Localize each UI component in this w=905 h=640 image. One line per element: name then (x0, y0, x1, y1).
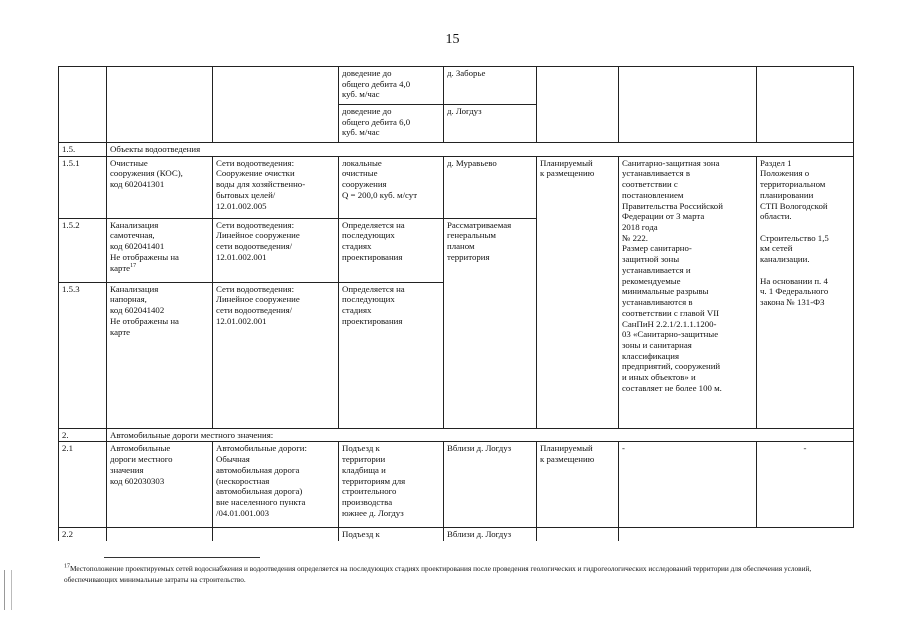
text-line: Не отображены на (110, 315, 179, 326)
table-row (59, 156, 854, 218)
text-line: Сооружение очистки (216, 168, 295, 179)
text-line: Линейное сооружение (216, 230, 300, 241)
text-line: 2018 года (622, 222, 658, 233)
text-line: Правительства Российской (622, 200, 723, 211)
text-line: сети водоотведения/ (216, 305, 293, 316)
text-line: локальные (342, 157, 382, 168)
text-line: куб. м/час (342, 89, 380, 100)
text-line: Сети водоотведения: (216, 157, 295, 168)
text-line: напорная, (110, 294, 147, 305)
text-line: области. (760, 211, 792, 222)
text-line: южнее д. Логдуз (342, 507, 404, 518)
text-line: Автомобильные дороги: (216, 443, 307, 454)
text-line: стадиях (342, 305, 372, 316)
text-line: последующих (342, 230, 395, 241)
text-line: канализации. (760, 254, 810, 265)
text-line: рекомендуемые (622, 275, 681, 286)
text-line: Строительство 1,5 (760, 232, 829, 243)
text-line: Рассматриваемая (447, 219, 512, 230)
cell-status (537, 67, 619, 143)
table-row (59, 528, 854, 541)
section-row (59, 428, 854, 442)
cell-characteristics (339, 105, 444, 143)
text-line: защитной зоны (622, 254, 680, 265)
text-line: Федерации от 3 марта (622, 211, 705, 222)
cell-location (444, 156, 537, 218)
text-line: самотечная, (110, 230, 155, 241)
cell-name (107, 156, 213, 218)
text-line: планировании (760, 189, 814, 200)
text-line: Санитарно-защитная зона (622, 157, 720, 168)
text-line: доведение до (342, 68, 392, 78)
text-line: зоны и санитарная (622, 339, 692, 350)
text-line: Подъезд к (342, 443, 380, 454)
cell-zone (619, 442, 757, 528)
cell-name (107, 282, 213, 428)
section-num-text: 2. (62, 429, 69, 440)
text-line: код 602041401 (110, 241, 165, 252)
cell-purpose (213, 218, 339, 282)
text-line: Q = 200,0 куб. м/сут (342, 189, 418, 200)
text-line: классификация (622, 350, 679, 361)
text-line: доведение до (342, 106, 392, 116)
text-line: генеральным (447, 230, 496, 241)
text-line: дороги местного (110, 454, 173, 465)
page-number: 15 (445, 32, 460, 47)
text-line: км сетей (760, 243, 793, 254)
cell-status (537, 528, 619, 541)
text-line: Определяется на (342, 219, 405, 230)
text-line: проектирования (342, 251, 403, 262)
row-num: 1.5.2 (62, 219, 80, 230)
text-line: Очистные (110, 157, 148, 168)
text-line: д. Заборье (447, 68, 486, 78)
cell-basis (757, 156, 854, 428)
section-num (59, 428, 107, 442)
cell-purpose (213, 282, 339, 428)
text-line: соответствии с главой VII (622, 307, 720, 318)
text-line: устанавливается и (622, 264, 691, 275)
cell-characteristics (339, 442, 444, 528)
cell-characteristics (339, 282, 444, 428)
text-line: д. Муравьево (447, 157, 497, 168)
row-num: 1.5.3 (62, 283, 80, 294)
text-line: № 222. (622, 232, 648, 243)
text-line: (нескоростная (216, 475, 270, 486)
text-line: и иных объектов» и (622, 372, 696, 383)
text-line: Канализация (110, 219, 159, 230)
cell-name (107, 218, 213, 282)
table-row (59, 67, 854, 105)
text-line: На основании п. 4 (760, 275, 828, 286)
cell-location (444, 105, 537, 143)
text-line: устанавливаются в (622, 297, 693, 308)
text-line: /04.01.001.003 (216, 507, 270, 518)
section-title (107, 428, 854, 442)
text-line (760, 265, 850, 276)
row-num: 2.1 (62, 443, 73, 454)
text-line: Подъезд к (342, 529, 380, 540)
text-line: последующих (342, 294, 395, 305)
text-line: Вблизи д. Логдуз (447, 529, 512, 540)
cell-purpose (213, 156, 339, 218)
text-line (760, 222, 850, 233)
cell-status (537, 156, 619, 428)
text-line: карте (110, 326, 131, 337)
section-num-text: 1.5. (62, 144, 76, 154)
text-line: Канализация (110, 283, 159, 294)
text-line: автомобильная дорога (216, 464, 300, 475)
table-row (59, 442, 854, 528)
text-line: кладбища и (342, 464, 386, 475)
cell-characteristics (339, 67, 444, 105)
text-line: 12.01.002.005 (216, 200, 267, 211)
cell-zone (619, 67, 757, 143)
cell-num (59, 156, 107, 218)
cell-num (59, 218, 107, 282)
cell-num (59, 282, 107, 428)
text-line: к размещению (540, 454, 595, 465)
footnote (64, 564, 854, 585)
cell-basis (757, 442, 854, 528)
text-line: Сети водоотведения: (216, 283, 295, 294)
text-line: устанавливается в (622, 168, 691, 179)
text-line: строительного (342, 486, 397, 497)
text-line: производства (342, 497, 393, 508)
text-line: Автомобильные (110, 443, 171, 454)
cell-location (444, 218, 537, 428)
text-line: постановлением (622, 189, 684, 200)
text-line: куб. м/час (342, 127, 380, 138)
cell-purpose (213, 442, 339, 528)
row-num: 2.2 (62, 529, 73, 540)
text-line: - (622, 443, 625, 454)
cell-basis (757, 528, 854, 541)
text-line: д. Логдуз (447, 106, 482, 116)
text-line: значения (110, 464, 144, 475)
footnote-separator (104, 557, 260, 558)
section-title (107, 143, 854, 157)
text-line: Планируемый (540, 157, 593, 168)
text-line: территории (342, 454, 386, 465)
text-line: территориальном (760, 179, 826, 190)
section-title-text: Автомобильные дороги местного значения: (110, 429, 274, 440)
cell-num (59, 528, 107, 541)
text-line: код 602030303 (110, 475, 165, 486)
text-line: - (803, 443, 807, 454)
text-line: предприятий, сооружений (622, 361, 721, 372)
text-line: код 602041301 (110, 179, 165, 190)
footnote-number: 17 (64, 563, 70, 570)
text-line: соответствии с (622, 179, 678, 190)
text-line: Линейное сооружение (216, 294, 300, 305)
text-line: сети водоотведения/ (216, 241, 293, 252)
row-num: 1.5.1 (62, 157, 80, 168)
text-line: сооружения (КОС), (110, 168, 183, 179)
text-line: сооружения (342, 179, 387, 190)
cell-characteristics (339, 156, 444, 218)
text-line: Сети водоотведения: (216, 219, 295, 230)
cell-purpose (213, 528, 339, 541)
cell-location (444, 528, 537, 541)
cell-zone (619, 156, 757, 428)
cell-location (444, 67, 537, 105)
text-line: вне населенного пункта (216, 497, 306, 508)
cell-zone (619, 528, 757, 541)
text-line: Не отображены на (110, 251, 179, 262)
text-line: территория (447, 251, 490, 262)
cell-status (537, 442, 619, 528)
binding-mark (4, 570, 12, 610)
text-line: бытовых целей/ (216, 189, 276, 200)
cell-characteristics (339, 528, 444, 541)
text-line: воды для хозяйственно- (216, 179, 306, 190)
text-line: минимальные разрывы (622, 286, 709, 297)
section-row (59, 143, 854, 157)
section-num (59, 143, 107, 157)
text-line: автомобильная дорога) (216, 486, 303, 497)
text-line: СанПиН 2.2.1/2.1.1.1200- (622, 318, 717, 329)
text-line: код 602041402 (110, 305, 165, 316)
text-line: ч. 1 Федерального (760, 286, 829, 297)
text-line: очистные (342, 168, 378, 179)
cell-num (59, 442, 107, 528)
cell-purpose (213, 67, 339, 143)
text-line: планом (447, 241, 475, 252)
text-line (110, 263, 209, 274)
text-line: Размер санитарно- (622, 243, 692, 254)
text-line: Обычная (216, 454, 250, 465)
text-line: 12.01.002.001 (216, 315, 267, 326)
footnote-ref: 17 (130, 262, 137, 269)
text-line: 03 «Санитарно-защитные (622, 329, 719, 340)
text-line: Планируемый (540, 443, 593, 454)
text-fragment: карте (110, 262, 131, 273)
cell-name (107, 528, 213, 541)
text-line: закона № 131-ФЗ (760, 297, 825, 308)
footnote-text: Местоположение проектируемых сетей водоснабжения и водоотведения определяется на последующих стадиях проектирования после проведения геологических и гидрогеологических исследований территории для обеспечения условий, обеспечивающих минимальные затраты на строительство. (64, 564, 812, 584)
cell-location (444, 442, 537, 528)
text-line: Положения о (760, 168, 810, 179)
text-line: общего дебита 6,0 (342, 116, 411, 127)
text-line: Раздел 1 (760, 157, 792, 168)
text-line: к размещению (540, 168, 595, 179)
text-line: 12.01.002.001 (216, 251, 267, 262)
text-line: составляет не более 100 м. (622, 382, 722, 393)
text-line: территориям для (342, 475, 406, 486)
text-line: СТП Вологодской (760, 200, 828, 211)
text-line: проектирования (342, 315, 403, 326)
cell-name (107, 67, 213, 143)
cell-name (107, 442, 213, 528)
cell-num (59, 67, 107, 143)
text-line: Вблизи д. Логдуз (447, 443, 512, 454)
text-line: Определяется на (342, 283, 405, 294)
text-line: общего дебита 4,0 (342, 78, 411, 89)
section-title-text: Объекты водоотведения (110, 144, 201, 154)
cell-characteristics (339, 218, 444, 282)
text-line: стадиях (342, 241, 372, 252)
objects-table (58, 66, 854, 541)
cell-basis (757, 67, 854, 143)
